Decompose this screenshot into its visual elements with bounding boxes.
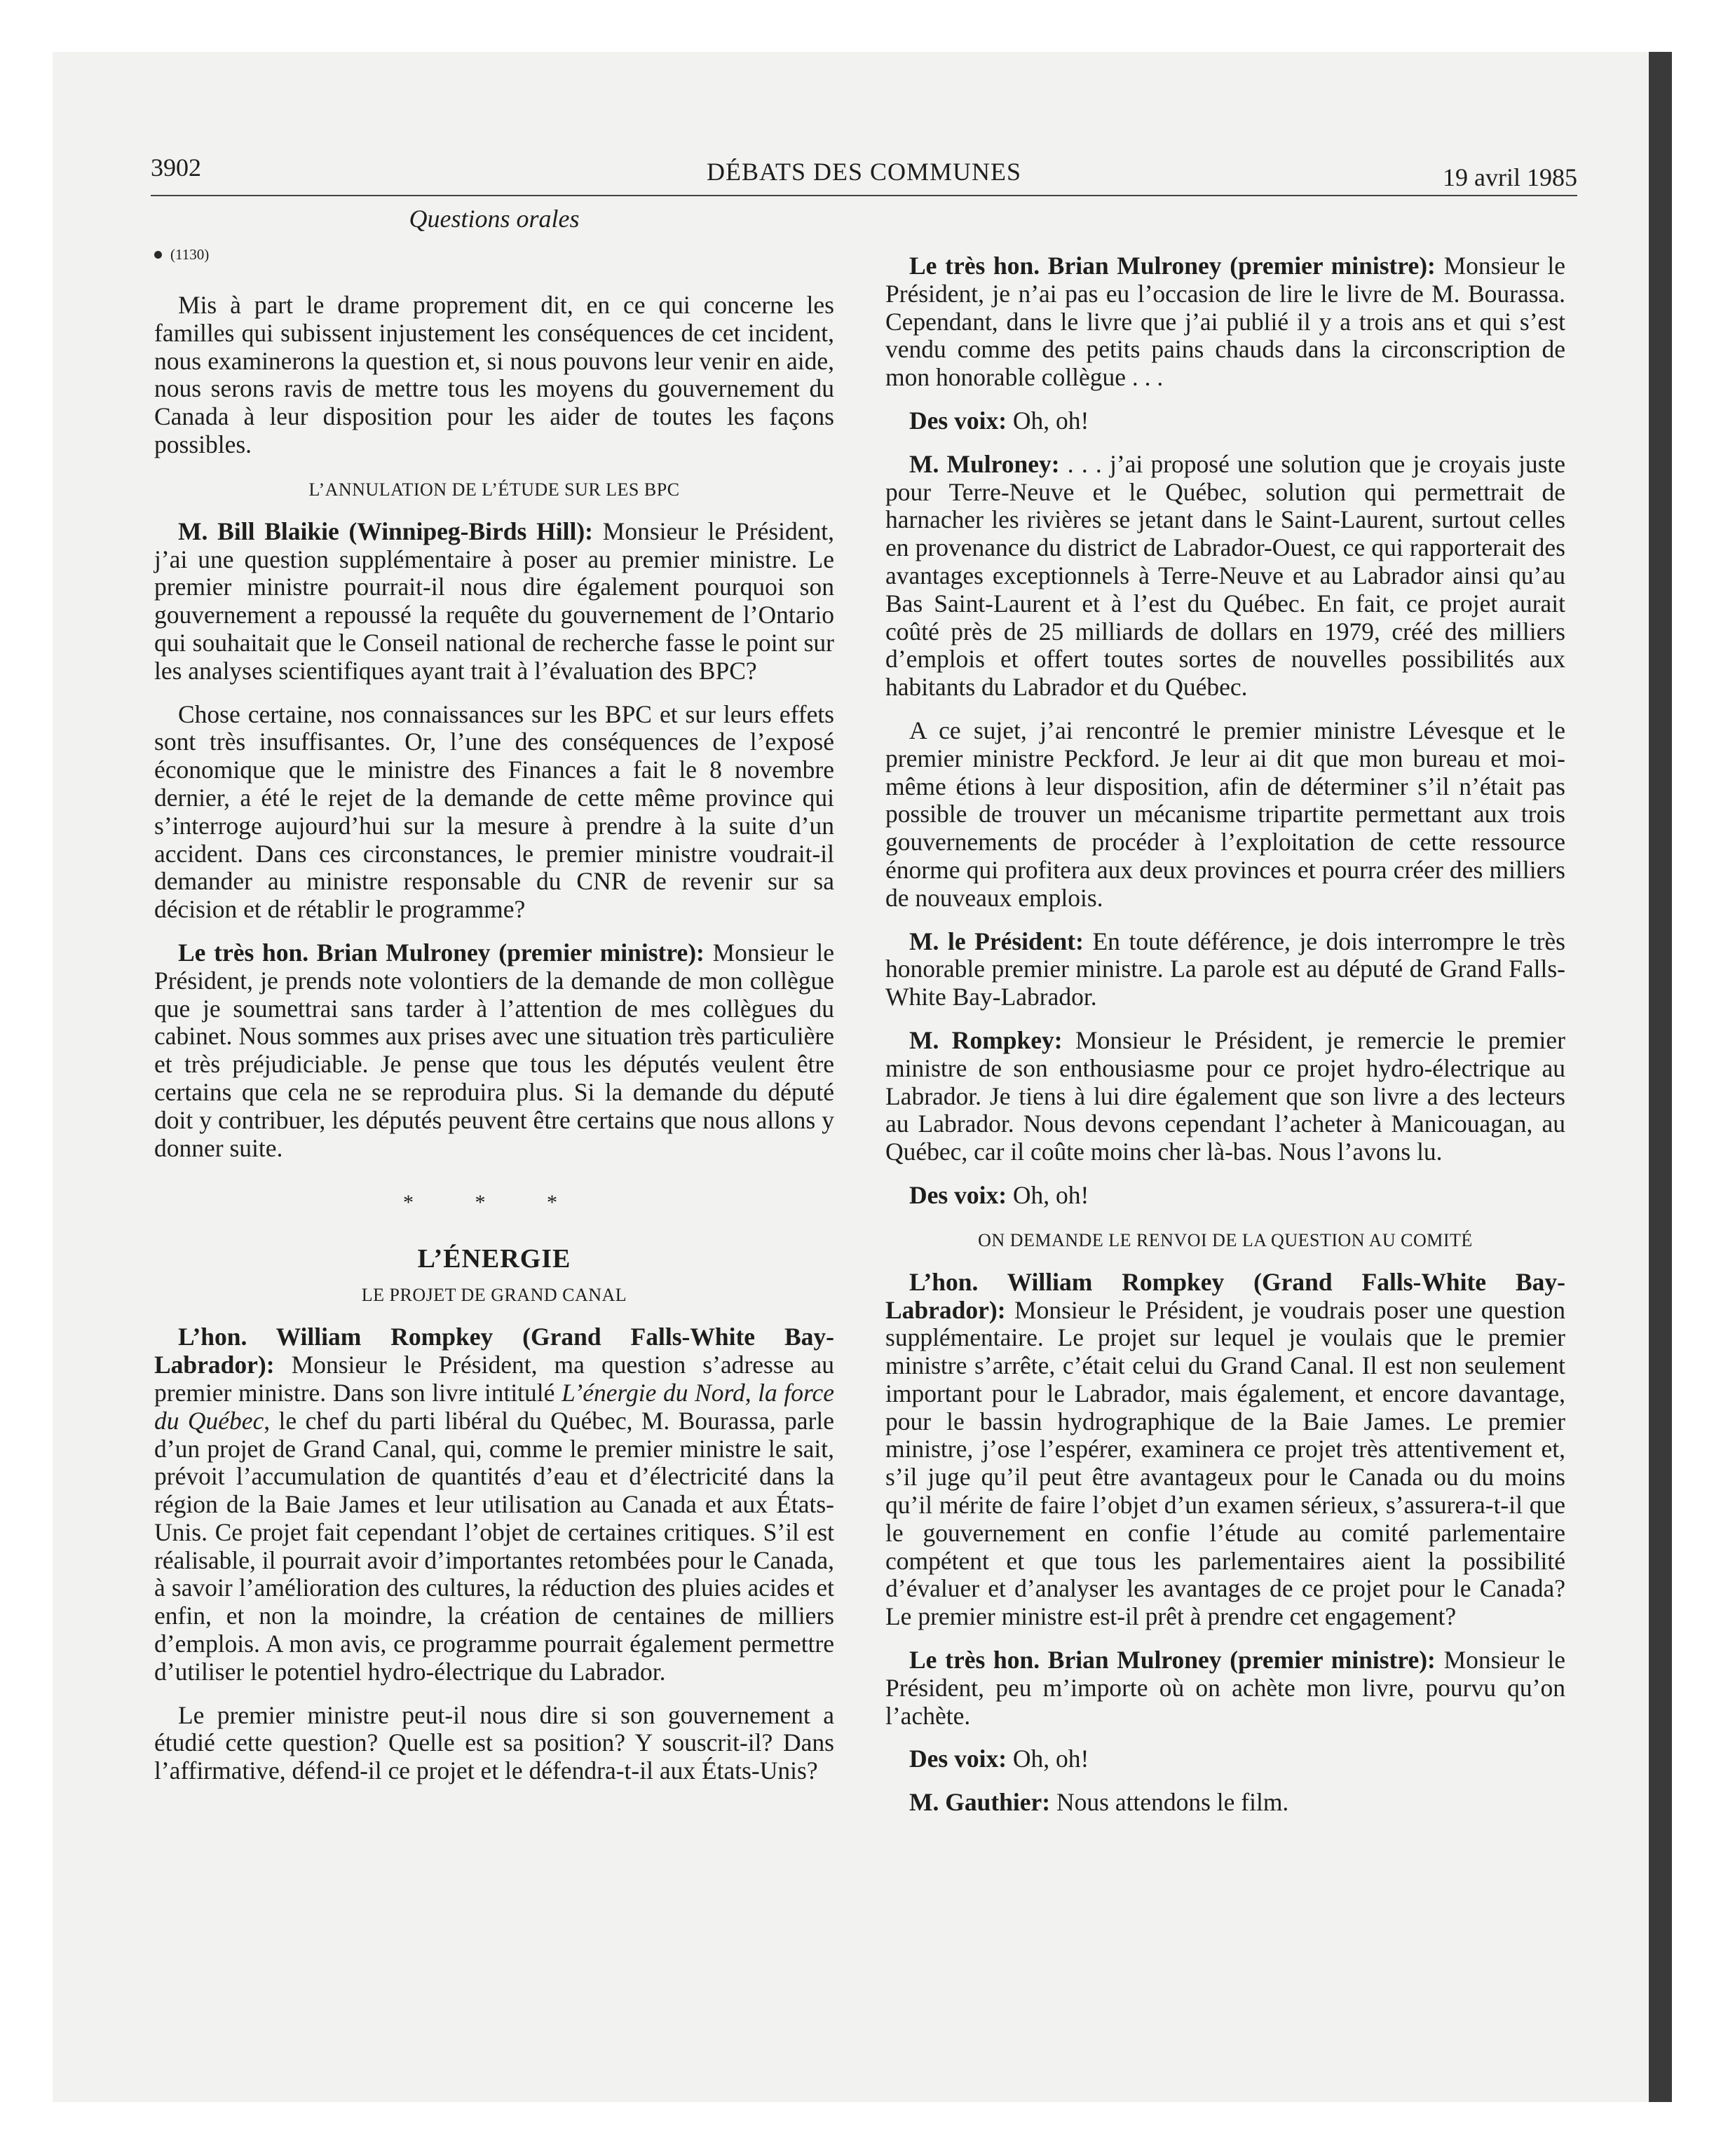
scan-edge-bar (1649, 52, 1672, 2102)
paragraph: Chose certaine, nos connaissances sur les BPC et sur leurs effets sont très insuffisantes. Or, l’une des conséquences de l’exposé économique que le ministre des Finances a fait le 8 novembre dernier, a été le rejet de la demande de cette même province qui s’interroge aujourd’hui sur la mesure à prendre à la suite d’un accident. Dans ces circonstances, le premier ministre voudrait-il demander au ministre responsable du CNR de revenir sur sa décision et de rétablir le programme? (154, 700, 834, 924)
main-heading: L’ÉNERGIE (417, 1244, 571, 1274)
paragraph: Mis à part le drame proprement dit, en ce qui concerne les familles qui subissent injustement les conséquences de cet incident, nous examinerons la question et, si nous pouvons leur venir en aide, nous serons ravis de mettre tous les moyens du gouvernement du Canada à leur disposition pour les aider de toutes les façons possibles. (154, 291, 834, 458)
paragraph (154, 518, 834, 685)
publication-title: DÉBATS DES COMMUNES (706, 158, 1022, 186)
bullet-dot-icon (154, 251, 162, 259)
paragraph (154, 1323, 834, 1686)
header-rule (151, 195, 1577, 196)
speech-text: Monsieur le Président, ma question s’adresse au premier ministre. Dans son livre intitulé (154, 1351, 834, 1407)
speech-text: Oh, oh! (1007, 406, 1089, 435)
speech-text: Monsieur le Président, peu m’importe où on achète mon livre, pourvu qu’on l’achète. (885, 1646, 1565, 1730)
speech-text: Monsieur le Président, je remercie le premier ministre de son enthousiasme pour ce projet hydro-électrique au Labrador. Je tiens à lui dire également que son livre a des lecteurs au Labrador. Nous devons cependant l’acheter à Manicouagan, au Québec, car il coûte moins cher là-bas. Nous l’avons lu. (885, 1025, 1565, 1166)
speaker-name: M. Mulroney: (909, 449, 1060, 478)
paragraph (885, 451, 1565, 702)
page-header (151, 147, 1577, 196)
paragraph (885, 407, 1565, 435)
speech-text: Monsieur le Président, j’ai une question supplémentaire à poser au premier ministre. Le premier ministre pourrait-il nous dire également pourquoi son gouvernement a repoussé la requête du gouvernement de l’Ontario qui souhaitait que le Conseil national de recherche fasse le point sur les analyses scientifiques ayant trait à l’évaluation des BPC? (154, 517, 834, 685)
paragraph (885, 1745, 1565, 1773)
speaker-name: Des voix: (909, 406, 1007, 435)
speech-text: . . . j’ai proposé une solution que je croyais juste pour Terre-Neuve et le Québec, solution qui permettrait de harnacher les rivières se jetant dans le Saint-Laurent, surtout celles en provenance du district de Labrador-Ouest, ce qui rapporterait des avantages exceptionnels à Terre-Neuve et au Labrador ainsi qu’au Bas Saint-Laurent et à l’est du Québec. En fait, ce projet aurait coûté près de 25 milliards de dollars en 1979, créé des milliers d’emplois et offert toutes sortes de nouvelles possibilités aux habitants du Labrador et du Québec. (885, 449, 1566, 702)
page-number: 3902 (151, 153, 201, 182)
speaker-name: Des voix: (909, 1745, 1007, 1773)
speech-text: Oh, oh! (1007, 1180, 1089, 1209)
speech-text: Monsieur le Président, je prends note volontiers de la demande de mon collègue que je soumettrai sans tarder à l’attention de mes collègues du cabinet. Nous sommes aux prises avec une situation très particulière et très préjudiciable. Je pense que tous les députés veulent être certains que cela ne se reproduira plus. Si la demande du député doit y contribuer, les députés peuvent être certains que nous allons y donner suite. (154, 938, 834, 1162)
publication-date: 19 avril 1985 (1443, 163, 1577, 191)
speaker-name: L’hon. William Rompkey (Grand Falls-White Bay-Labrador): (885, 1267, 1565, 1324)
speech-text: Nous attendons le film. (1050, 1788, 1289, 1817)
speech-text: Monsieur le Président, je n’ai pas eu l’occasion de lire le livre de M. Bourassa. Cependant, dans le livre que j’ai publié il y a trois ans et qui s’est vendu comme des petits pains chauds dans la circonscription de mon honorable collègue . . . (885, 252, 1565, 392)
section-separator: * * * (403, 1191, 585, 1215)
speech-text: Monsieur le Président, je voudrais poser une question supplémentaire. Le projet sur lequel je voulais que le premier ministre s’arrête, c’était celui du Grand Canal. Il est non seulement important pour le Labrador, mais également, et encore davantage, pour le bassin hydrographique de la Baie James. Le premier ministre, j’ose l’espérer, examinera ce projet très attentivement et, s’il juge qu’il peut être avantageux pour le Canada ou du moins qu’il mérite de faire l’objet d’un examen sérieux, s’assurera-t-il que le gouvernement en confie l’étude au comité parlementaire compétent et que tous les parlementaires aient la possibilité d’évaluer et d’analyser les avantages de ce projet pour le Canada? Le premier ministre est-il prêt à prendre cet engagement? (885, 1295, 1565, 1631)
speaker-name: Le très hon. Brian Mulroney (premier ministre): (178, 938, 705, 967)
speech-text: , le chef du parti libéral du Québec, M. Bourassa, parle d’un projet de Grand Canal, qui, comme le premier ministre le sait, prévoit l’accumulation de quantités d’eau et d’électricité dans la région de la Baie James et leur utilisation au Canada et aux États-Unis. Ce projet fait cependant l’objet de certaines critiques. S’il est réalisable, il pourrait avoir d’importantes retombées pour le Canada, à savoir l’amélioration des cultures, la réduction des pluies acides et enfin, et non la moindre, la création de centaines de milliers d’emplois. A mon avis, ce programme pourrait également permettre d’utiliser le potentiel hydro-électrique du Labrador. (154, 1406, 834, 1686)
paragraph: Le premier ministre peut-il nous dire si son gouvernement a étudié cette question? Quelle est sa position? Y souscrit-il? Dans l’affirmative, défend-il ce projet et le défendra-t-il aux États-Unis? (154, 1700, 834, 1785)
book-title: L’énergie du Nord, la force du Québec (154, 1378, 834, 1435)
speaker-name: M. Bill Blaikie (Winnipeg-Birds Hill): (178, 517, 593, 545)
speaker-name: Le très hon. Brian Mulroney (premier ministre): (909, 252, 1436, 280)
speech-text: En toute déférence, je dois interrompre le très honorable premier ministre. La parole est au député de Grand Falls-White Bay-Labrador. (885, 927, 1565, 1011)
speaker-name: M. Gauthier: (909, 1788, 1051, 1817)
section-rubric: Questions orales (409, 205, 580, 233)
time-marker (154, 244, 834, 265)
paragraph (885, 1789, 1565, 1817)
right-column (885, 252, 1565, 1832)
paragraph (885, 1027, 1565, 1166)
subheading: L’ANNULATION DE L’ÉTUDE SUR LES BPC (308, 479, 680, 500)
subheading: LE PROJET DE GRAND CANAL (361, 1285, 627, 1306)
subheading: ON DEMANDE LE RENVOI DE LA QUESTION AU COMITÉ (978, 1229, 1473, 1250)
time-stamp: (1130) (170, 246, 210, 263)
speaker-name: M. le Président: (909, 927, 1084, 955)
paragraph: A ce sujet, j’ai rencontré le premier ministre Lévesque et le premier ministre Peckford. Je leur ai dit que mon bureau et moi-même étions à leur disposition, afin de déterminer s’il n’était pas possible de trouver un mécanisme tripartite permettant aux trois gouvernements de procéder à l’exploitation de cette ressource énorme qui profitera aux deux provinces et pourra créer des milliers de nouveaux emplois. (885, 716, 1565, 912)
paragraph (885, 252, 1565, 392)
paragraph (885, 928, 1565, 1011)
speaker-name: M. Rompkey: (909, 1025, 1063, 1054)
paragraph (885, 1646, 1565, 1730)
speaker-name: L’hon. William Rompkey (Grand Falls-White Bay-Labrador): (154, 1323, 834, 1379)
paragraph (885, 1182, 1565, 1210)
paragraph (885, 1269, 1565, 1631)
paragraph (154, 939, 834, 1162)
speech-text: Oh, oh! (1007, 1745, 1089, 1773)
left-column (154, 203, 834, 1801)
speaker-name: Le très hon. Brian Mulroney (premier ministre): (909, 1646, 1436, 1674)
speaker-name: Des voix: (909, 1180, 1007, 1209)
